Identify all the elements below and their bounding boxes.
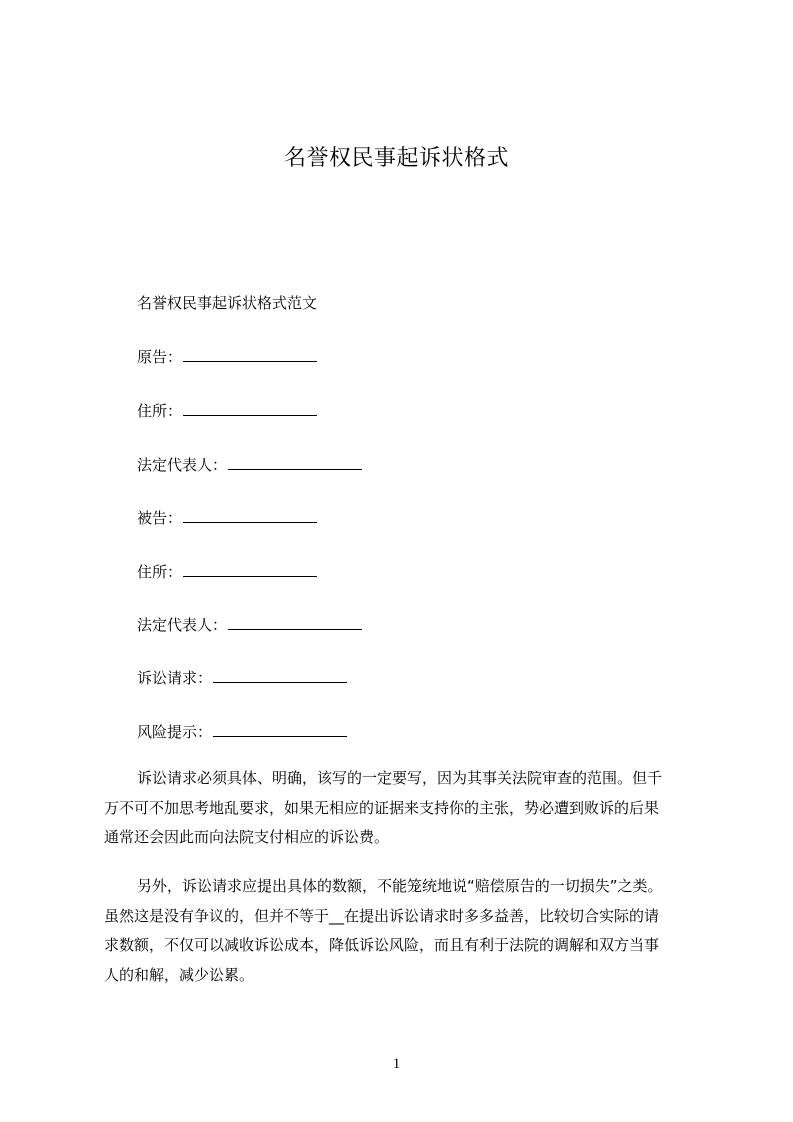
field-label: 住所： — [137, 402, 183, 420]
field-defendant — [137, 507, 317, 528]
paragraph-claims-requirement — [104, 764, 712, 853]
blank-line — [228, 615, 362, 630]
paragraph-line: 求数额，不仅可以减收诉讼成本，降低诉讼风险，而且有利于法院的调解和双方当事 — [104, 936, 660, 954]
paragraph-line: 虽然这是没有争议的，但并不等于__在提出诉讼请求时多多益善，比较切合实际的请 — [104, 906, 660, 925]
blank-line — [183, 562, 317, 577]
paragraph-line: 人的和解，减少讼累。 — [104, 965, 255, 984]
blank-line — [213, 722, 347, 737]
field-label: 风险提示： — [137, 723, 213, 741]
document-title: 名誉权民事起诉状格式 — [283, 146, 509, 171]
paragraph-claims-amount — [104, 872, 712, 990]
field-label: 原告： — [137, 348, 183, 366]
field-label: 法定代表人： — [137, 616, 228, 634]
field-defendant-address — [137, 561, 317, 582]
paragraph-line: 另外，诉讼请求应提出具体的数额，不能笼统地说“赔偿原告的一切损失”之类。 — [137, 877, 663, 895]
field-label: 被告： — [137, 509, 183, 527]
blank-line — [228, 455, 362, 470]
blank-line — [183, 347, 317, 362]
field-plaintiff-address — [137, 400, 317, 421]
field-label: 法定代表人： — [137, 456, 228, 474]
paragraph-line: 诉讼请求必须具体、明确，该写的一定要写，因为其事关法院审查的范围。但千 — [137, 769, 663, 787]
field-risk-notice — [137, 721, 347, 742]
field-plaintiff-representative — [137, 454, 362, 475]
field-plaintiff — [137, 346, 317, 367]
blank-line — [183, 508, 317, 523]
page-number: 1 — [392, 1056, 401, 1072]
blank-line — [183, 401, 317, 416]
field-claims — [137, 667, 347, 688]
document-subtitle: 名誉权民事起诉状格式范文 — [137, 294, 318, 312]
paragraph-line: 万不可不加思考地乱要求，如果无相应的证据来支持你的主张，势必遭到败诉的后果 — [104, 798, 660, 817]
field-label: 诉讼请求： — [137, 669, 213, 687]
field-defendant-representative — [137, 614, 362, 635]
blank-line — [213, 668, 347, 683]
field-label: 住所： — [137, 563, 183, 581]
paragraph-line: 通常还会因此而向法院支付相应的诉讼费。 — [104, 828, 390, 846]
